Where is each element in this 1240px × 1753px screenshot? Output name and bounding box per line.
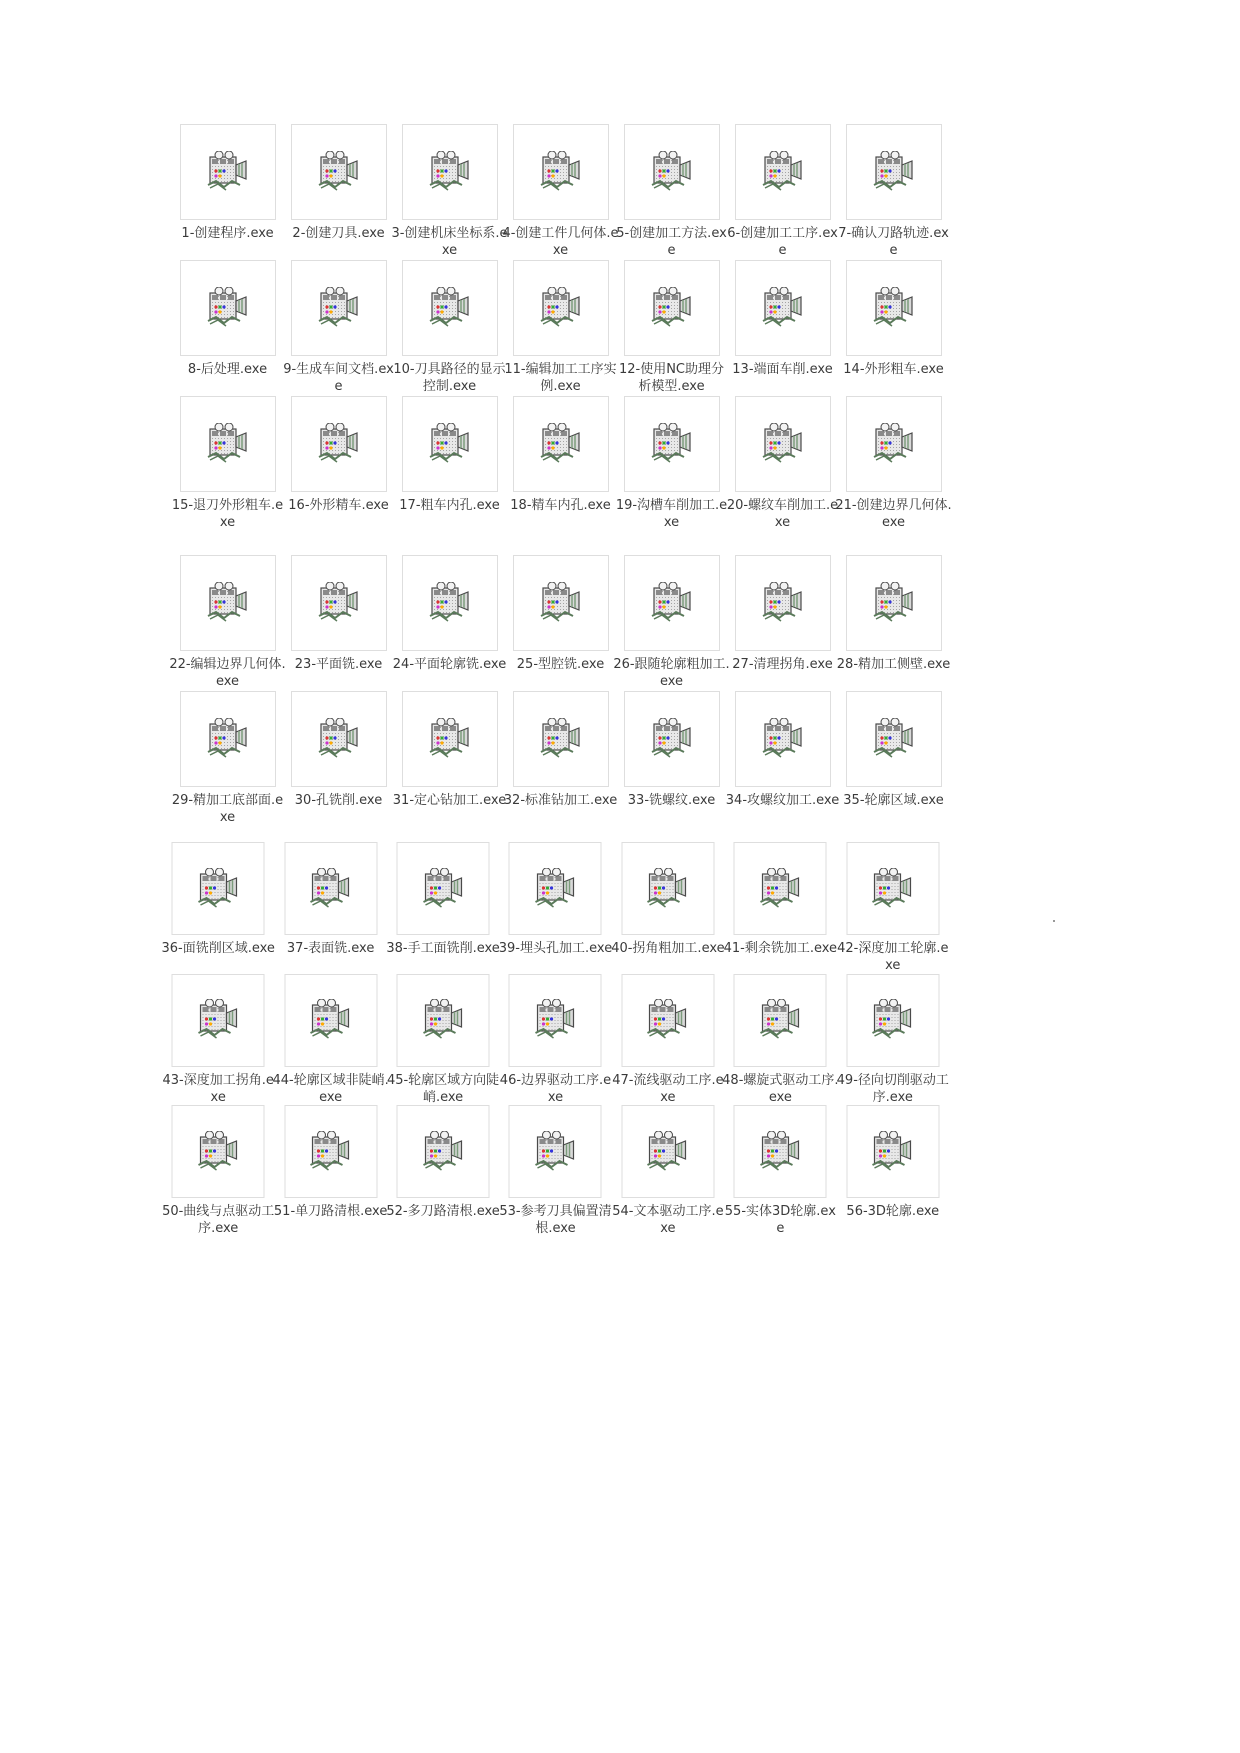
file-item[interactable] [838, 260, 949, 396]
file-item[interactable] [505, 691, 616, 827]
video-file-icon [532, 1131, 578, 1173]
video-file-icon [760, 718, 806, 760]
file-name-label: 35-轮廓区域.exe [843, 793, 944, 808]
file-item[interactable] [283, 396, 394, 532]
file-item[interactable] [724, 842, 836, 974]
file-item[interactable] [616, 260, 727, 396]
file-thumbnail[interactable] [513, 260, 609, 356]
file-item[interactable] [616, 396, 727, 532]
file-name-label: 30-孔铣削.exe [294, 793, 383, 808]
file-name-label: 20-螺纹车削加工.exe [726, 498, 839, 530]
file-name-label: 41-剩余铣加工.exe [723, 941, 838, 956]
file-thumbnail[interactable] [402, 691, 498, 787]
file-name-label: 43-深度加工拐角.exe [162, 1072, 274, 1105]
file-name-label: 3-创建机床坐标系.exe [391, 226, 508, 258]
file-name-label: 26-跟随轮廓粗加工.exe [613, 657, 730, 689]
file-name-label: 56-3D轮廓.exe [846, 1204, 940, 1219]
file-item[interactable] [272, 974, 389, 1106]
file-thumbnail[interactable] [513, 124, 609, 220]
file-thumbnail[interactable] [621, 842, 714, 935]
file-name-label: 15-退刀外形粗车.exe [171, 498, 284, 530]
file-thumbnail[interactable] [513, 396, 609, 492]
file-item[interactable] [727, 691, 838, 827]
file-item[interactable] [394, 555, 505, 691]
file-name-label: 42-深度加工轮廓.exe [837, 941, 949, 973]
file-name-label: 37-表面铣.exe [286, 941, 375, 956]
video-file-icon [420, 1131, 466, 1173]
file-thumbnail[interactable] [513, 691, 609, 787]
file-item[interactable] [727, 260, 838, 396]
file-item[interactable] [387, 1105, 499, 1237]
file-item[interactable] [612, 974, 724, 1106]
video-file-icon [308, 1131, 354, 1173]
file-item[interactable] [172, 124, 283, 260]
file-item[interactable] [172, 396, 283, 532]
video-file-icon [757, 868, 803, 910]
file-name-label: 7-确认刀路轨迹.exe [838, 226, 949, 258]
file-thumbnail[interactable] [509, 974, 602, 1067]
file-item[interactable] [505, 260, 616, 396]
file-item[interactable] [387, 842, 499, 974]
file-name-label: 14-外形粗车.exe [843, 362, 944, 377]
file-thumbnail[interactable] [291, 396, 387, 492]
file-item[interactable] [838, 555, 949, 691]
file-name-label: 51-单刀路清根.exe [273, 1204, 388, 1219]
file-name-label: 45-轮廓区域方向陡峭.exe [386, 1072, 500, 1105]
file-item[interactable] [722, 974, 839, 1106]
file-item[interactable] [162, 974, 274, 1106]
file-name-label: 23-平面铣.exe [294, 657, 383, 672]
file-name-label: 53-参考刀具偏置清根.exe [499, 1204, 612, 1236]
file-thumbnail[interactable] [734, 842, 827, 935]
file-thumbnail[interactable] [621, 1105, 714, 1198]
file-thumbnail[interactable] [513, 555, 609, 651]
file-name-label: 34-攻螺纹加工.exe [725, 793, 840, 808]
video-file-icon [205, 718, 251, 760]
file-thumbnail[interactable] [846, 555, 942, 651]
file-thumbnail[interactable] [291, 555, 387, 651]
video-file-icon [649, 151, 695, 193]
file-name-label: 38-手工面铣削.exe [386, 941, 500, 956]
file-name-label: 52-多刀路清根.exe [386, 1204, 500, 1219]
file-item[interactable] [283, 260, 394, 396]
file-thumbnail[interactable] [624, 555, 720, 651]
file-item[interactable] [274, 842, 386, 974]
video-file-icon [205, 287, 251, 329]
file-thumbnail[interactable] [397, 1105, 490, 1198]
video-file-icon [760, 423, 806, 465]
video-file-icon [538, 287, 584, 329]
file-item[interactable] [499, 974, 611, 1106]
file-thumbnail[interactable] [846, 124, 942, 220]
file-thumbnail[interactable] [180, 260, 276, 356]
file-thumbnail[interactable] [624, 691, 720, 787]
video-file-icon [195, 999, 241, 1041]
file-thumbnail[interactable] [624, 124, 720, 220]
file-thumbnail[interactable] [509, 1105, 602, 1198]
video-file-icon [316, 582, 362, 624]
file-item[interactable] [837, 974, 949, 1106]
file-thumbnail[interactable] [397, 842, 490, 935]
file-thumbnail[interactable] [402, 260, 498, 356]
video-file-icon [205, 423, 251, 465]
file-item[interactable] [172, 260, 283, 396]
video-file-icon [427, 287, 473, 329]
file-thumbnail[interactable] [291, 691, 387, 787]
file-item[interactable] [172, 691, 283, 827]
video-file-icon [427, 718, 473, 760]
file-thumbnail[interactable] [846, 842, 939, 935]
file-item[interactable] [612, 1105, 724, 1237]
video-file-icon [420, 868, 466, 910]
video-file-icon [538, 423, 584, 465]
file-item[interactable] [499, 1105, 611, 1237]
file-name-label: 31-定心钻加工.exe [392, 793, 507, 808]
video-file-icon [871, 582, 917, 624]
video-file-icon [427, 582, 473, 624]
file-name-label: 21-创建边界几何体.exe [835, 498, 952, 530]
file-name-label: 17-粗车内孔.exe [399, 498, 500, 513]
file-thumbnail[interactable] [734, 974, 827, 1067]
file-name-label: 40-拐角粗加工.exe [611, 941, 725, 956]
file-thumbnail[interactable] [624, 260, 720, 356]
file-item[interactable] [502, 124, 619, 260]
file-thumbnail[interactable] [291, 124, 387, 220]
file-name-label: 12-使用NC助理分析模型.exe [618, 362, 725, 394]
video-file-icon [870, 999, 916, 1041]
file-name-label: 25-型腔铣.exe [516, 657, 605, 672]
file-thumbnail[interactable] [402, 555, 498, 651]
video-file-icon [538, 718, 584, 760]
video-file-icon [532, 868, 578, 910]
video-file-icon [870, 1131, 916, 1173]
video-file-icon [649, 423, 695, 465]
file-name-label: 49-径向切削驱动工序.exe [836, 1072, 949, 1105]
file-name-label: 8-后处理.exe [187, 362, 268, 377]
file-name-label: 18-精车内孔.exe [510, 498, 611, 513]
file-name-label: 1-创建程序.exe [181, 226, 274, 241]
file-name-label: 44-轮廓区域非陡峭.exe [272, 1072, 389, 1105]
video-file-icon [757, 999, 803, 1041]
file-item[interactable] [837, 1105, 949, 1237]
file-name-label: 10-刀具路径的显示控制.exe [393, 362, 506, 394]
file-item[interactable] [616, 124, 727, 260]
file-name-label: 39-埋头孔加工.exe [498, 941, 613, 956]
file-thumbnail[interactable] [291, 260, 387, 356]
video-file-icon [538, 151, 584, 193]
file-item[interactable] [724, 1105, 836, 1237]
file-name-label: 13-端面车削.exe [732, 362, 833, 377]
file-name-label: 46-边界驱动工序.exe [499, 1072, 612, 1105]
file-item[interactable] [835, 396, 952, 532]
file-name-label: 47-流线驱动工序.exe [612, 1072, 724, 1105]
file-thumbnail[interactable] [172, 842, 265, 935]
file-name-label: 22-编辑边界几何体.exe [169, 657, 286, 689]
file-name-label: 6-创建加工工序.exe [727, 226, 838, 258]
stray-dot [1053, 920, 1055, 922]
video-file-icon [205, 151, 251, 193]
file-item[interactable] [391, 124, 508, 260]
file-item[interactable] [727, 555, 838, 691]
file-item[interactable] [274, 1105, 386, 1237]
file-name-label: 32-标准钻加工.exe [503, 793, 618, 808]
file-thumbnail[interactable] [734, 1105, 827, 1198]
file-name-label: 33-铣螺纹.exe [627, 793, 716, 808]
file-name-label: 55-实体3D轮廓.exe [724, 1204, 836, 1236]
video-file-icon [645, 868, 691, 910]
video-file-icon [316, 423, 362, 465]
file-thumbnail[interactable] [172, 1105, 265, 1198]
file-grid-section-1 [171, 124, 952, 532]
video-file-icon [316, 718, 362, 760]
file-name-label: 28-精加工侧壁.exe [836, 657, 951, 672]
video-file-icon [205, 582, 251, 624]
file-item[interactable] [613, 555, 730, 691]
file-item[interactable] [838, 691, 949, 827]
file-name-label: 2-创建刀具.exe [292, 226, 385, 241]
file-item[interactable] [394, 396, 505, 532]
file-name-label: 19-沟槽车削加工.exe [615, 498, 728, 530]
file-thumbnail[interactable] [180, 555, 276, 651]
file-thumbnail[interactable] [735, 260, 831, 356]
video-file-icon [308, 868, 354, 910]
file-thumbnail[interactable] [621, 974, 714, 1067]
file-name-label: 5-创建加工方法.exe [616, 226, 727, 258]
file-thumbnail[interactable] [735, 124, 831, 220]
file-thumbnail[interactable] [402, 396, 498, 492]
file-thumbnail[interactable] [846, 396, 942, 492]
video-file-icon [870, 868, 916, 910]
video-file-icon [760, 151, 806, 193]
file-thumbnail[interactable] [284, 842, 377, 935]
file-thumbnail[interactable] [735, 691, 831, 787]
file-item[interactable] [169, 555, 286, 691]
file-name-label: 16-外形精车.exe [288, 498, 389, 513]
file-item[interactable] [394, 691, 505, 827]
file-item[interactable] [838, 124, 949, 260]
file-item[interactable] [727, 124, 838, 260]
file-thumbnail[interactable] [402, 124, 498, 220]
file-item[interactable] [394, 260, 505, 396]
video-file-icon [308, 999, 354, 1041]
file-name-label: 29-精加工底部面.exe [171, 793, 284, 825]
file-item[interactable] [283, 555, 394, 691]
file-thumbnail[interactable] [846, 691, 942, 787]
file-grid-section-2 [169, 555, 951, 827]
video-file-icon [649, 287, 695, 329]
video-file-icon [760, 287, 806, 329]
file-name-label: 54-文本驱动工序.exe [612, 1204, 724, 1236]
file-item[interactable] [616, 691, 727, 827]
file-thumbnail[interactable] [846, 974, 939, 1067]
file-item[interactable] [283, 124, 394, 260]
file-item[interactable] [162, 1105, 274, 1237]
file-item[interactable] [283, 691, 394, 827]
file-item[interactable] [505, 396, 616, 532]
file-item[interactable] [612, 842, 724, 974]
file-item[interactable] [727, 396, 838, 532]
file-thumbnail[interactable] [172, 974, 265, 1067]
file-thumbnail[interactable] [735, 396, 831, 492]
video-file-icon [871, 718, 917, 760]
file-thumbnail[interactable] [509, 842, 602, 935]
video-file-icon [316, 151, 362, 193]
file-name-label: 24-平面轮廓铣.exe [392, 657, 507, 672]
video-file-icon [427, 423, 473, 465]
file-name-label: 50-曲线与点驱动工序.exe [162, 1204, 275, 1236]
video-file-icon [532, 999, 578, 1041]
video-file-icon [538, 582, 584, 624]
file-name-label: 36-面铣削区域.exe [161, 941, 275, 956]
file-item[interactable] [162, 842, 274, 974]
file-thumbnail[interactable] [624, 396, 720, 492]
video-file-icon [871, 423, 917, 465]
file-thumbnail[interactable] [397, 974, 490, 1067]
file-thumbnail[interactable] [284, 974, 377, 1067]
file-name-label: 9-生成车间文档.exe [283, 362, 394, 394]
file-name-label: 4-创建工件几何体.exe [502, 226, 619, 258]
video-file-icon [645, 1131, 691, 1173]
file-name-label: 48-螺旋式驱动工序.exe [722, 1072, 839, 1105]
file-item[interactable] [837, 842, 949, 974]
video-file-icon [316, 287, 362, 329]
video-file-icon [649, 582, 695, 624]
video-file-icon [645, 999, 691, 1041]
file-thumbnail[interactable] [846, 260, 942, 356]
file-thumbnail[interactable] [846, 1105, 939, 1198]
file-thumbnail[interactable] [180, 396, 276, 492]
video-file-icon [195, 1131, 241, 1173]
video-file-icon [649, 718, 695, 760]
video-file-icon [871, 151, 917, 193]
file-thumbnail[interactable] [180, 691, 276, 787]
file-thumbnail[interactable] [180, 124, 276, 220]
file-name-label: 27-清理拐角.exe [732, 657, 833, 672]
file-grid-section-3 [162, 842, 949, 1237]
file-thumbnail[interactable] [735, 555, 831, 651]
video-file-icon [420, 999, 466, 1041]
file-item[interactable] [499, 842, 611, 974]
video-file-icon [760, 582, 806, 624]
video-file-icon [427, 151, 473, 193]
video-file-icon [195, 868, 241, 910]
file-item[interactable] [505, 555, 616, 691]
video-file-icon [871, 287, 917, 329]
video-file-icon [757, 1131, 803, 1173]
file-name-label: 11-编辑加工工序实例.exe [504, 362, 617, 394]
file-item[interactable] [387, 974, 499, 1106]
file-thumbnail[interactable] [284, 1105, 377, 1198]
